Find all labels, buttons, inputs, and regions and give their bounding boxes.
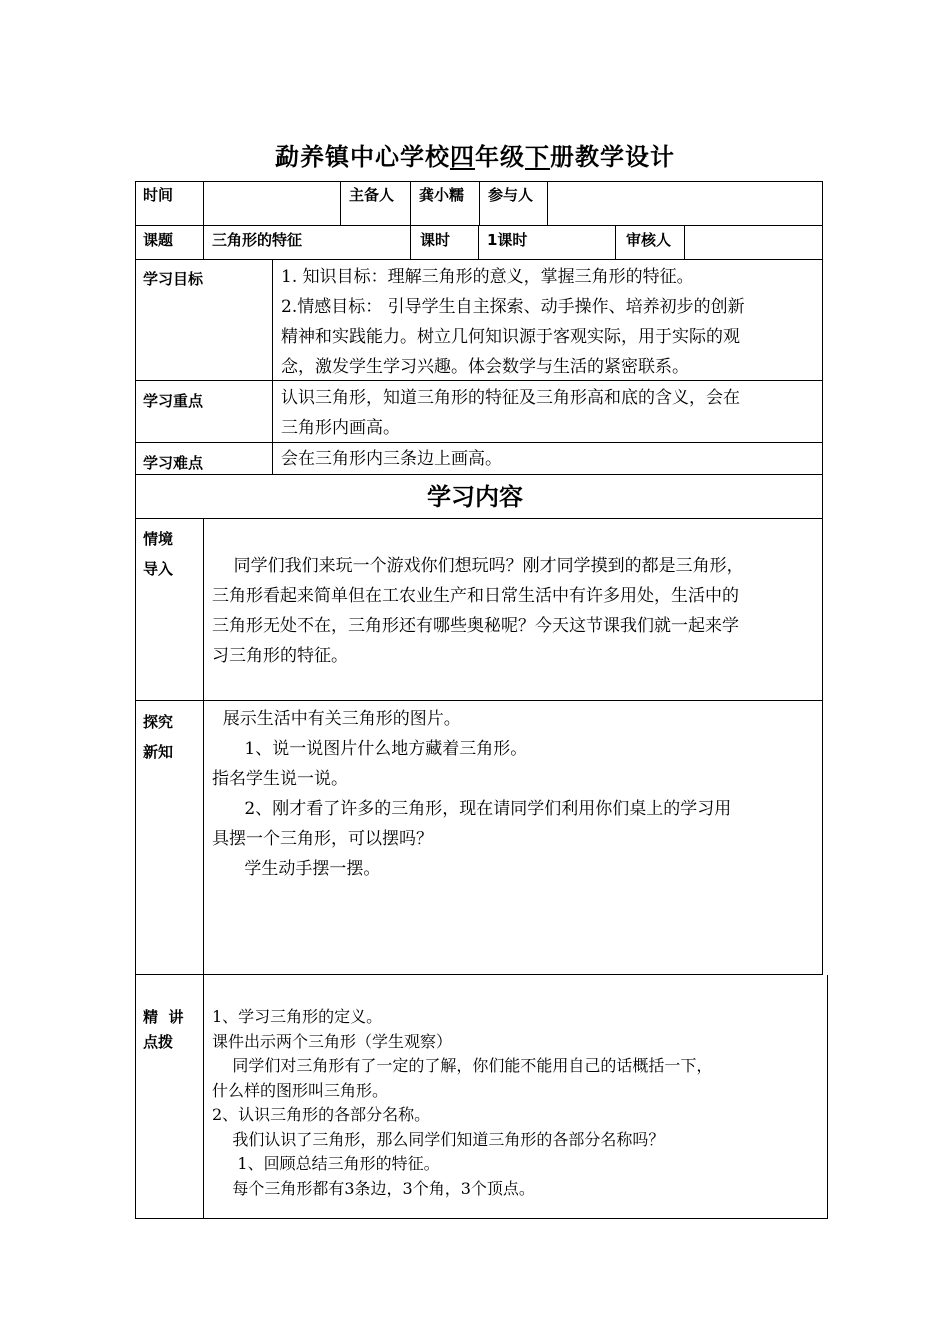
- lecture-line: 1、学习三角形的定义。: [212, 1007, 383, 1026]
- title-term: 下: [525, 143, 550, 171]
- intro-line: 三角形无处不在，三角形还有哪些奥秘呢？今天这节课我们就一起来学: [212, 616, 739, 636]
- focus-text: [281, 383, 740, 443]
- explore-text: [212, 704, 731, 884]
- explore-line: 展示生活中有关三角形的图片。: [212, 709, 461, 729]
- content-heading: 学习内容: [427, 483, 523, 511]
- intro-text: [212, 551, 744, 671]
- explore-line: 2、刚才看了许多的三角形，现在请同学们利用你们桌上的学习用: [212, 799, 732, 819]
- title-grade-suffix: 年级: [475, 143, 525, 171]
- intro-line: 三角形看起来简单但在工农业生产和日常生活中有许多用处，生活中的: [212, 586, 739, 606]
- explore-line: 具摆一个三角形，可以摆吗？: [212, 829, 433, 849]
- lecture-label-line2: 点拨: [143, 1033, 174, 1051]
- difficulty-text: 会在三角形内三条边上画高。: [281, 449, 502, 469]
- page-title: [0, 137, 950, 172]
- lecture-line: 课件出示两个三角形（学生观察）: [212, 1031, 453, 1051]
- goals-line: 1. 知识目标：理解三角形的意义，掌握三角形的特征。: [281, 267, 694, 287]
- explore-line: 学生动手摆一摆。: [212, 859, 381, 879]
- preparer-label: 主备人: [349, 186, 395, 204]
- lecture-line: 什么样的图形叫三角形。: [212, 1080, 389, 1100]
- preparer-value: 龚小糯: [419, 186, 465, 204]
- explore-line: 1、说一说图片什么地方藏着三角形。: [212, 739, 528, 759]
- lecture-line: 1、回顾总结三角形的特征。: [212, 1154, 440, 1173]
- lecture-line: 我们认识了三角形，那么同学们知道三角形的各部分名称吗？: [212, 1129, 665, 1149]
- lecture-text: [212, 1005, 712, 1201]
- title-suffix: 册教学设计: [550, 143, 675, 171]
- lecture-label-line1: 精 讲: [143, 1008, 184, 1026]
- lecture-line: 2、认识三角形的各部分名称。: [212, 1105, 431, 1124]
- topic-label: 课题: [143, 231, 174, 249]
- explore-line: 指名学生说一说。: [212, 769, 348, 789]
- lecture-line: 同学们对三角形有了一定的了解，你们能不能用自己的话概括一下，: [212, 1056, 713, 1075]
- focus-line: 认识三角形，知道三角形的特征及三角形高和底的含义，会在: [281, 388, 740, 408]
- focus-line: 三角形内画高。: [281, 418, 400, 438]
- goals-line: 念，激发学生学习兴趣。体会数学与生活的紧密联系。: [281, 357, 689, 377]
- explore-label-line2: 新知: [143, 743, 174, 761]
- focus-label: 学习重点: [143, 392, 204, 410]
- hours-value: 1课时: [487, 231, 528, 249]
- reviewer-label: 审核人: [626, 231, 672, 249]
- difficulty-label: 学习难点: [143, 454, 204, 472]
- lecture-line: 每个三角形都有3条边，3个角，3个顶点。: [212, 1178, 535, 1198]
- title-grade: 四: [450, 143, 475, 171]
- participants-label: 参与人: [488, 186, 534, 204]
- topic-value: 三角形的特征: [212, 231, 303, 249]
- goals-text: [281, 262, 745, 382]
- intro-label-line2: 导入: [143, 560, 174, 578]
- goals-line: 精神和实践能力。树立几何知识源于客观实际，用于实际的观: [281, 327, 740, 347]
- intro-label-line1: 情境: [143, 530, 174, 548]
- time-label: 时间: [143, 186, 174, 204]
- intro-line: 习三角形的特征。: [212, 646, 348, 666]
- goals-label: 学习目标: [143, 270, 204, 288]
- title-school: 勐养镇中心学校: [275, 143, 450, 171]
- explore-label-line1: 探究: [143, 713, 174, 731]
- intro-line: 同学们我们来玩一个游戏你们想玩吗？刚才同学摸到的都是三角形，: [212, 556, 744, 576]
- goals-line: 2.情感目标： 引导学生自主探索、动手操作、培养初步的创新: [281, 297, 745, 317]
- hours-label: 课时: [420, 231, 451, 249]
